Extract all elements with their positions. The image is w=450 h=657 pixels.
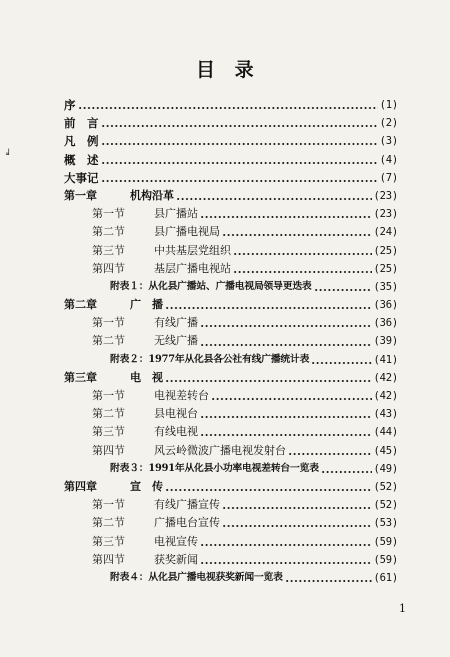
toc-section[interactable] (64, 514, 398, 532)
section-title: 电视宣传 (154, 534, 198, 548)
toc-section[interactable] (64, 423, 398, 441)
page-title: 目 录 (196, 59, 254, 81)
dot-leader (288, 453, 372, 455)
dot-leader (101, 143, 378, 145)
toc-entry-label: 前 言 (64, 116, 99, 131)
section-number: 第一节 (92, 316, 125, 330)
toc-page-number: (43) (373, 408, 398, 421)
section-number: 第二节 (92, 334, 125, 348)
appendix-label: 附表３：1991年从化县小功率电视差转台一览表 (110, 462, 319, 474)
dot-leader (200, 562, 372, 564)
toc-page-number: (4) (379, 153, 398, 166)
dot-leader (165, 307, 372, 309)
toc-section[interactable] (64, 223, 398, 241)
section-number: 第三节 (92, 243, 125, 257)
section-title: 县广播站 (154, 207, 198, 221)
section-number: 第一节 (92, 498, 125, 512)
chapter-title: 机构沿革 (130, 188, 174, 202)
toc-page-number: (45) (373, 444, 398, 457)
appendix-label: 附表４：从化县广播电视获奖新闻一览表 (110, 571, 283, 583)
toc-chapter[interactable] (64, 187, 398, 205)
section-title: 广播电台宣传 (154, 516, 220, 530)
section-title: 有线广播宣传 (154, 498, 220, 512)
table-of-contents (64, 96, 398, 587)
toc-appendix[interactable] (64, 460, 398, 478)
toc-page-number: (24) (373, 226, 398, 239)
section-number: 第三节 (92, 425, 125, 439)
toc-section[interactable] (64, 260, 398, 278)
section-title: 获奖新闻 (154, 552, 198, 566)
toc-section[interactable] (64, 387, 398, 405)
toc-appendix[interactable] (64, 278, 398, 296)
toc-section[interactable] (64, 205, 398, 223)
toc-section[interactable] (64, 551, 398, 569)
dot-leader (285, 580, 372, 582)
toc-page-number: (59) (373, 535, 398, 548)
toc-chapter[interactable] (64, 478, 398, 496)
section-title: 有线广播 (154, 316, 198, 330)
dot-leader (200, 216, 372, 218)
toc-entry-front[interactable] (64, 114, 398, 132)
toc-section[interactable] (64, 405, 398, 423)
toc-page-number: (7) (379, 171, 398, 184)
toc-appendix[interactable] (64, 351, 398, 369)
chapter-title: 电 视 (130, 370, 163, 384)
toc-page-number: (41) (373, 353, 398, 366)
section-title: 基层广播电视站 (154, 261, 231, 275)
dot-leader (233, 253, 372, 255)
dot-leader (222, 525, 372, 527)
section-title: 县广播电视局 (154, 225, 220, 239)
appendix-label: 附表２：1977年从化县各公社有线广播统计表 (110, 353, 310, 365)
dot-leader (78, 107, 378, 109)
dot-leader (200, 416, 372, 418)
toc-page-number: (61) (373, 571, 398, 584)
chapter-number: 第三章 (64, 370, 97, 384)
toc-page-number: (3) (379, 135, 398, 148)
chapter-number: 第一章 (64, 188, 97, 202)
section-title: 有线电视 (154, 425, 198, 439)
dot-leader (222, 507, 372, 509)
chapter-number: 第二章 (64, 298, 97, 312)
toc-page-number: (53) (373, 517, 398, 530)
dot-leader (165, 380, 372, 382)
toc-section[interactable] (64, 496, 398, 514)
toc-page-number: (1) (379, 99, 398, 111)
toc-page-number: (52) (373, 499, 398, 512)
toc-chapter[interactable] (64, 296, 398, 314)
toc-section[interactable] (64, 314, 398, 332)
toc-section[interactable] (64, 332, 398, 350)
section-number: 第四节 (92, 443, 125, 457)
section-number: 第一节 (92, 389, 125, 402)
dot-leader (200, 544, 372, 546)
dot-leader (233, 271, 372, 273)
section-title: 中共基层党组织 (154, 243, 231, 257)
section-number: 第二节 (92, 516, 125, 530)
chapter-number: 第四章 (64, 479, 97, 493)
dot-leader (200, 344, 372, 346)
toc-page-number: (36) (373, 317, 398, 330)
section-number: 第二节 (92, 225, 125, 239)
dot-leader (101, 180, 378, 182)
toc-page-number: (49) (373, 462, 398, 475)
toc-page-number: (42) (373, 371, 398, 384)
toc-page-number: (39) (373, 335, 398, 348)
toc-appendix[interactable] (64, 569, 398, 587)
toc-section[interactable] (64, 533, 398, 551)
section-number: 第四节 (92, 261, 125, 275)
toc-entry-label: 序 (64, 98, 76, 112)
section-title: 电视差转台 (154, 389, 209, 402)
toc-entry-front[interactable] (64, 132, 398, 150)
toc-entry-front[interactable] (64, 169, 398, 187)
toc-page-number: (25) (373, 262, 398, 275)
scan-mark: ╛ (6, 150, 12, 160)
dot-leader (101, 162, 378, 164)
toc-page-number: (42) (373, 390, 398, 402)
dot-leader (311, 362, 371, 364)
toc-page-number: (36) (373, 299, 398, 312)
toc-section[interactable] (64, 242, 398, 260)
toc-page-number: (23) (373, 189, 398, 202)
toc-page-number: (25) (373, 244, 398, 257)
dot-leader (176, 198, 372, 200)
toc-chapter[interactable] (64, 369, 398, 387)
section-number: 第三节 (92, 534, 125, 548)
toc-page-number: (2) (379, 117, 398, 130)
section-title: 无线广播 (154, 334, 198, 348)
chapter-title: 宣 传 (130, 479, 163, 493)
section-number: 第四节 (92, 552, 125, 566)
dot-leader (211, 398, 372, 400)
toc-entry-front[interactable] (64, 151, 398, 169)
toc-entry-label: 概 述 (64, 152, 99, 167)
toc-page-number: (44) (373, 426, 398, 439)
dot-leader (321, 471, 372, 473)
dot-leader (200, 325, 372, 327)
dot-leader (314, 289, 372, 291)
toc-entry-front[interactable] (64, 96, 398, 114)
appendix-label: 附表１：从化县广播站、广播电视局领导更迭表 (110, 280, 312, 292)
toc-section[interactable] (64, 442, 398, 460)
section-title: 县电视台 (154, 407, 198, 421)
toc-entry-label: 凡 例 (64, 134, 99, 149)
toc-entry-label: 大事记 (64, 170, 99, 185)
toc-page-number: (59) (373, 553, 398, 566)
toc-page-number: (23) (373, 208, 398, 221)
section-number: 第二节 (92, 407, 125, 421)
section-number: 第一节 (92, 207, 125, 221)
dot-leader (222, 234, 372, 236)
chapter-title: 广 播 (130, 298, 163, 312)
dot-leader (101, 125, 378, 127)
page-number: 1 (399, 602, 406, 615)
section-title: 风云岭微波广播电视发射台 (154, 443, 286, 457)
dot-leader (200, 434, 372, 436)
toc-page-number: (35) (373, 280, 398, 293)
dot-leader (165, 489, 372, 491)
toc-page-number: (52) (373, 480, 398, 493)
